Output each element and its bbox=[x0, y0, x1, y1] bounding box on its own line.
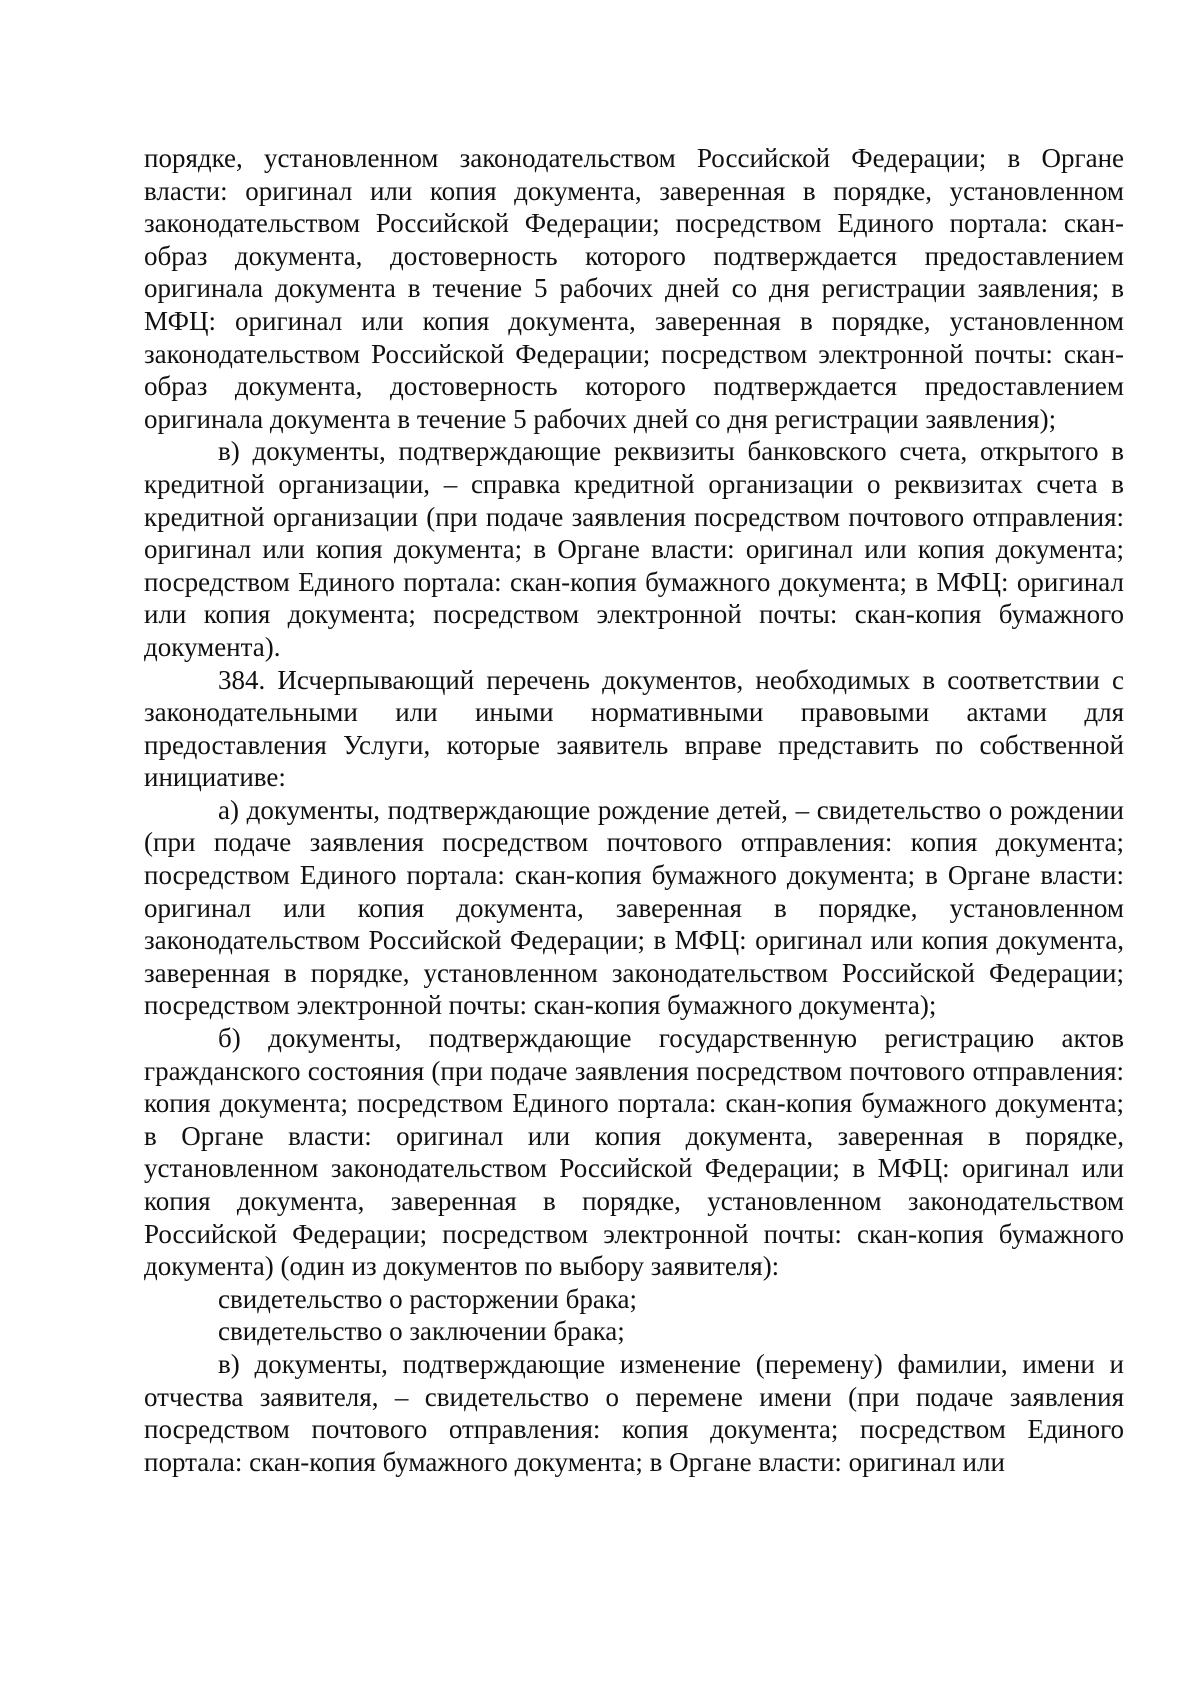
paragraph-name-change-documents: в) документы, подтверждающие изменение (перемену) фамилии, имени и отчества заявителя, – свидетельство о перемене имени (при подаче заявления посредством почтового отправления: копия документа; посредством Единого портала: скан-копия бумажного документа; в Органе власти: оригинал или bbox=[144, 1348, 1124, 1477]
document-page bbox=[144, 142, 1124, 1478]
paragraph-civil-status-documents: б) документы, подтверждающие государственную регистрацию актов гражданского состояния (при подаче заявления посредством почтового отправления: копия документа; посредством Единого портала: скан-копия бумажного документа; в Органе власти: оригинал или копия документа, заверенная в порядке, установленном законодательством Российской Федерации; в МФЦ: оригинал или копия документа, заверенная в порядке, установленном законодательством Российской Федерации; посредством электронной почты: скан-копия бумажного документа) (один из документов по выбору заявителя): bbox=[144, 1023, 1124, 1282]
paragraph-birth-documents: а) документы, подтверждающие рождение детей, – свидетельство о рождении (при подаче заявления посредством почтового отправления: копия документа; посредством Единого портала: скан-копия бумажного документа; в Органе власти: оригинал или копия документа, заверенная в порядке, установленном законодательством Российской Федерации; в МФЦ: оригинал или копия документа, заверенная в порядке, установленном законодательством Российской Федерации; посредством электронной почты: скан-копия бумажного документа); bbox=[144, 794, 1124, 1021]
paragraph-bank-details: в) документы, подтверждающие реквизиты банковского счета, открытого в кредитной организации, – справка кредитной организации о реквизитах счета в кредитной организации (при подаче заявления посредством почтового отправления: оригинал или копия документа; в Органе власти: оригинал или копия документа; посредством Единого портала: скан-копия бумажного документа; в МФЦ: оригинал или копия документа; посредством электронной почты: скан-копия бумажного документа). bbox=[144, 436, 1124, 662]
list-item-divorce-certificate: свидетельство о расторжении брака; bbox=[218, 1283, 638, 1314]
paragraph-clause-384: 384. Исчерпывающий перечень документов, необходимых в соответствии с законодательными или иными нормативными правовыми актами для предоставления Услуги, которые заявитель вправе представить по собственной инициативе: bbox=[144, 664, 1124, 793]
paragraph-continuation: порядке, установленном законодательством Российской Федерации; в Органе власти: оригинал или копия документа, заверенная в порядке, установленном законодательством Российской Федерации; посредством Единого портала: скан-образ документа, достоверность которого подтверждается предоставлением оригинала документа в течение 5 рабочих дней со дня регистрации заявления; в МФЦ: оригинал или копия документа, заверенная в порядке, установленном законодательством Российской Федерации; посредством электронной почты: скан-образ документа, достоверность которого подтверждается предоставлением оригинала документа в течение 5 рабочих дней со дня регистрации заявления); bbox=[144, 143, 1124, 434]
list-item-marriage-certificate: свидетельство о заключении брака; bbox=[218, 1316, 625, 1347]
